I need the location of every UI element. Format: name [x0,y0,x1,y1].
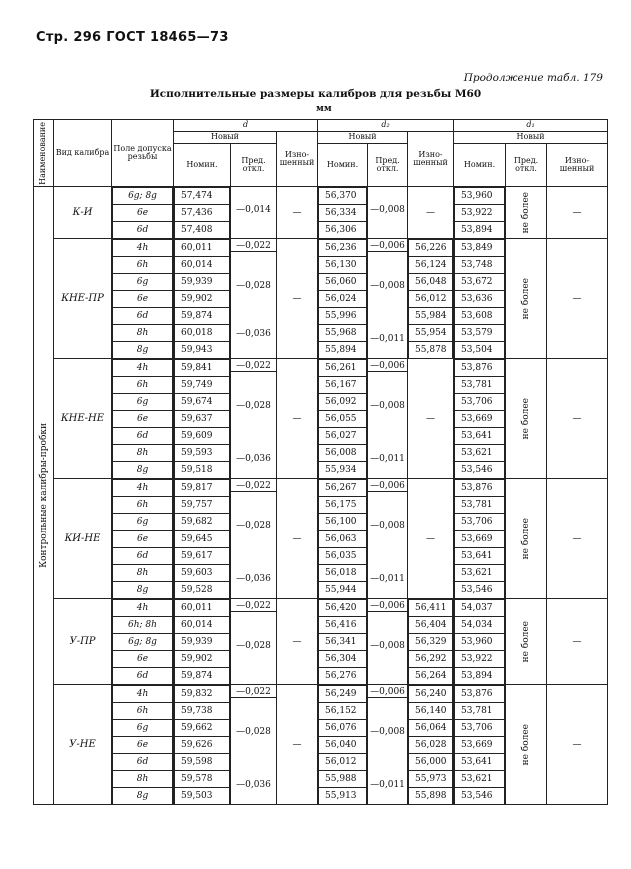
d1-deviation [506,187,547,239]
d2-nominal-value: 56,060 [319,274,367,291]
d2-deviation-value: —0,006 [368,601,407,612]
col-d1-nomin: Номин. [454,144,506,187]
d-deviation-value: —0,022 [231,601,276,612]
d-nominal-value: 59,757 [175,497,230,514]
d1-nominal-value: 53,641 [455,428,505,445]
d-nominal [174,685,231,805]
d-nominal-value: 59,662 [175,720,230,737]
d1-nominal-value: 53,641 [455,754,505,771]
d1-nominal-value: 53,894 [455,222,505,239]
d2-worn-value: 56,226 [409,240,453,257]
d2-nominal-value: 56,063 [319,531,367,548]
d1-deviation [506,359,547,479]
d2-nominal-value: 56,055 [319,411,367,428]
d2-nominal-value: 56,261 [319,360,367,377]
not-more-label: не более [521,620,532,663]
d1-worn: — [547,187,608,239]
d2-nominal-value: 56,167 [319,377,367,394]
tolerance-field-value: 4h [113,686,173,703]
d-nominal-value: 59,902 [175,291,230,308]
d2-worn [408,239,454,359]
tolerance-field-value: 6d [113,308,173,325]
d-deviation-value: —0,014 [236,205,271,215]
d-deviation [231,479,277,599]
gauge-kind: К-И [54,187,112,239]
d-nominal-value: 60,011 [175,600,230,617]
tolerance-field-value: 6h [113,377,173,394]
d-deviation-value: —0,022 [231,481,276,492]
tolerance-field-value: 4h [113,360,173,377]
d1-nominal-value: 53,876 [455,686,505,703]
d1-deviation [506,479,547,599]
tolerance-field-value: 8g [113,788,173,805]
tolerance-field-value: 6h; 8h [113,617,173,634]
d1-nominal-value: 53,706 [455,720,505,737]
d2-worn-value: 55,878 [409,342,453,359]
d1-nominal [454,239,506,359]
d-nominal-value: 57,408 [175,222,230,239]
gauge-kind: КНЕ-НЕ [54,359,112,479]
d2-nominal-value: 56,008 [319,445,367,462]
table-continuation: Продолжение табл. 179 [463,72,603,84]
d2-deviation-value: —0,008 [370,727,405,737]
d1-nominal-value: 53,960 [455,188,505,205]
d1-nominal-value: 53,748 [455,257,505,274]
d2-nominal-value: 56,076 [319,720,367,737]
d2-deviation-value: —0,008 [370,281,405,291]
not-more-label: не более [521,723,532,766]
d2-worn [408,685,454,805]
d2-deviation-value: —0,006 [368,687,407,698]
d-nominal-value: 59,674 [175,394,230,411]
d2-nominal-value: 56,130 [319,257,367,274]
d-deviation-value: —0,028 [236,521,271,531]
tolerance-field-value: 6g [113,274,173,291]
d-deviation-value: —0,022 [231,241,276,252]
d2-nominal-value: 56,236 [319,240,367,257]
d1-worn: — [547,685,608,805]
tolerance-field-value: 4h [113,240,173,257]
d2-deviation-value: —0,006 [368,241,407,252]
d2-nominal-value: 55,996 [319,308,367,325]
d1-worn: — [547,239,608,359]
d-deviation-value: —0,028 [236,281,271,291]
gauge-kind: КИ-НЕ [54,479,112,599]
col-naim: Наименование [34,120,54,187]
d-deviation [231,685,277,805]
col-d-novyi: Новый [174,132,277,144]
d2-nominal [318,599,368,685]
d2-nominal-value: 56,100 [319,514,367,531]
gauge-kind: КНЕ-ПР [54,239,112,359]
d-nominal-value: 57,436 [175,205,230,222]
tolerance-field [112,239,174,359]
d-nominal-value: 59,609 [175,428,230,445]
d2-nominal-value: 56,341 [319,634,367,651]
tolerance-field-value: 6g [113,720,173,737]
d1-nominal-value: 53,504 [455,342,505,359]
tolerance-field-value: 6e [113,651,173,668]
d-nominal-value: 60,011 [175,240,230,257]
d1-nominal-value: 53,546 [455,462,505,479]
col-d2-nomin: Номин. [318,144,368,187]
d2-deviation-value: —0,008 [370,401,405,411]
d-nominal-value: 59,749 [175,377,230,394]
d-deviation [231,359,277,479]
d-deviation [231,239,277,359]
d-nominal [174,479,231,599]
tolerance-field-value: 6d [113,668,173,685]
d-nominal-value: 60,014 [175,257,230,274]
tolerance-field-value: 8h [113,771,173,788]
table-row [34,599,608,685]
d-deviation-value: —0,036 [236,573,271,584]
d2-worn: — [408,359,454,479]
tolerance-field-value: 6g [113,394,173,411]
col-d1: d₁ [454,120,608,132]
tolerance-field [112,359,174,479]
d2-nominal-value: 55,934 [319,462,367,479]
d1-nominal-value: 53,669 [455,737,505,754]
tolerance-field-value: 8h [113,325,173,342]
d2-nominal-value: 55,988 [319,771,367,788]
col-d2-izno: Изно- шенный [408,132,454,187]
unit-label: мм [316,104,332,114]
tolerance-field-value: 8h [113,565,173,582]
d2-nominal [318,239,368,359]
d2-worn-value: 56,140 [409,703,453,720]
tolerance-field [112,599,174,685]
d2-deviation [368,187,408,239]
col-d1-pred: Пред. откл. [506,144,547,187]
gauge-kind: У-НЕ [54,685,112,805]
tolerance-field-value: 6d [113,548,173,565]
d-nominal-value: 59,738 [175,703,230,720]
d-nominal-value: 59,817 [175,480,230,497]
gauge-table [33,119,608,805]
col-vid: Вид калибра [54,120,112,187]
d1-nominal-value: 53,781 [455,703,505,720]
d2-worn-value: 56,329 [409,634,453,651]
d2-nominal-value: 56,027 [319,428,367,445]
d2-nominal-value: 56,420 [319,600,367,617]
d-deviation-value: —0,028 [236,401,271,411]
tolerance-field-value: 8g [113,582,173,599]
d2-nominal-value: 55,944 [319,582,367,599]
tolerance-field-value: 6g [113,514,173,531]
d2-deviation-value: —0,011 [370,573,405,584]
d1-nominal-value: 53,669 [455,411,505,428]
d2-nominal-value: 56,249 [319,686,367,703]
d2-deviation [368,239,408,359]
d2-worn-value: 55,973 [409,771,453,788]
d1-nominal-value: 54,034 [455,617,505,634]
d2-nominal-value: 56,040 [319,737,367,754]
page-header: Стр. 296 ГОСТ 18465—73 [36,30,229,45]
d2-nominal [318,685,368,805]
table-row [34,187,608,239]
d2-worn: — [408,187,454,239]
d2-nominal-value: 56,092 [319,394,367,411]
d1-nominal-value: 53,608 [455,308,505,325]
tolerance-field-value: 6g; 8g [113,634,173,651]
col-d2: d₂ [318,120,454,132]
d-worn: — [277,187,318,239]
d1-nominal-value: 53,621 [455,565,505,582]
d2-worn-value: 56,292 [409,651,453,668]
d2-nominal-value: 56,306 [319,222,367,239]
d1-nominal-value: 53,621 [455,771,505,788]
d-deviation-value: —0,036 [236,329,271,339]
tolerance-field-value: 6h [113,497,173,514]
d-nominal-value: 59,593 [175,445,230,462]
d1-deviation [506,239,547,359]
d2-nominal-value: 55,968 [319,325,367,342]
d1-nominal-value: 54,037 [455,600,505,617]
d1-nominal [454,599,506,685]
d2-worn-value: 56,000 [409,754,453,771]
col-d2-pred: Пред. откл. [368,144,408,187]
not-more-label: не более [521,277,532,320]
d1-nominal-value: 53,641 [455,548,505,565]
d-worn: — [277,359,318,479]
not-more-label: не более [521,191,532,234]
d2-nominal-value: 56,304 [319,651,367,668]
d-nominal-value: 59,518 [175,462,230,479]
category-label: Контрольные калибры-пробки [38,423,49,568]
tolerance-field-value: 6h [113,703,173,720]
tolerance-field-value: 8g [113,342,173,359]
d-nominal-value: 59,832 [175,686,230,703]
d2-worn-value: 56,240 [409,686,453,703]
d-nominal [174,599,231,685]
d2-deviation-value: —0,008 [370,641,405,651]
d2-worn-value: 56,404 [409,617,453,634]
d2-nominal-value: 55,894 [319,342,367,359]
d-nominal-value: 59,939 [175,274,230,291]
gauge-kind: У-ПР [54,599,112,685]
d1-nominal-value: 53,960 [455,634,505,651]
d1-nominal-value: 53,849 [455,240,505,257]
d-deviation [231,187,277,239]
not-more-label: не более [521,397,532,440]
d2-deviation-value: —0,006 [368,481,407,492]
d2-nominal-value: 56,334 [319,205,367,222]
d1-nominal-value: 53,546 [455,788,505,805]
d2-nominal-value: 55,913 [319,788,367,805]
d-nominal-value: 59,617 [175,548,230,565]
tolerance-field-value: 6d [113,222,173,239]
not-more-label: не более [521,517,532,560]
d1-deviation [506,685,547,805]
col-d-izno: Изно- шенный [277,132,318,187]
tolerance-field-value: 6e [113,531,173,548]
d-deviation-value: —0,022 [231,687,276,698]
d2-deviation-value: —0,008 [370,205,405,215]
d2-nominal-value: 56,175 [319,497,367,514]
d-nominal [174,359,231,479]
d-nominal-value: 59,578 [175,771,230,788]
d2-deviation [368,359,408,479]
table-body [34,187,608,805]
d2-nominal-value: 56,018 [319,565,367,582]
tolerance-field-value: 6d [113,428,173,445]
d-deviation [231,599,277,685]
d2-nominal-value: 56,024 [319,291,367,308]
d1-nominal [454,685,506,805]
d-deviation-value: —0,028 [236,641,271,651]
category-cell [34,187,54,805]
d-worn: — [277,239,318,359]
tolerance-field-value: 6e [113,291,173,308]
tolerance-field [112,479,174,599]
d2-worn-value: 55,898 [409,788,453,805]
d-deviation-value: —0,036 [236,453,271,464]
d2-nominal [318,479,368,599]
d-nominal [174,187,231,239]
d1-deviation [506,599,547,685]
d2-nominal-value: 56,267 [319,480,367,497]
tolerance-field [112,187,174,239]
d2-worn-value: 56,064 [409,720,453,737]
d-worn: — [277,685,318,805]
d1-worn: — [547,599,608,685]
d1-nominal-value: 53,669 [455,531,505,548]
tolerance-field-value: 8g [113,462,173,479]
d1-nominal-value: 53,672 [455,274,505,291]
d-nominal-value: 59,528 [175,582,230,599]
tolerance-field-value: 6d [113,754,173,771]
table-row [34,479,608,599]
d-nominal-value: 59,874 [175,668,230,685]
d2-deviation [368,685,408,805]
d2-nominal-value: 56,416 [319,617,367,634]
d1-nominal-value: 53,781 [455,497,505,514]
col-d1-izno: Изно- шенный [547,144,608,187]
d-nominal-value: 59,902 [175,651,230,668]
d1-nominal-value: 53,922 [455,651,505,668]
tolerance-field-value: 4h [113,600,173,617]
d1-nominal-value: 53,876 [455,360,505,377]
col-d: d [174,120,318,132]
d-nominal-value: 59,603 [175,565,230,582]
d2-worn-value: 56,124 [409,257,453,274]
tolerance-field [112,685,174,805]
tolerance-field-value: 6e [113,737,173,754]
col-d2-novyi: Новый [318,132,408,144]
d2-deviation-value: —0,011 [370,333,405,344]
d1-nominal-value: 53,636 [455,291,505,308]
d2-worn-value: 56,264 [409,668,453,685]
d2-nominal-value: 56,035 [319,548,367,565]
d-nominal-value: 60,014 [175,617,230,634]
d2-worn-value: 56,028 [409,737,453,754]
d1-nominal-value: 53,579 [455,325,505,342]
d1-nominal-value: 53,876 [455,480,505,497]
d-nominal-value: 59,503 [175,788,230,805]
col-pole: Поле допуска резьбы [112,120,174,187]
d-worn: — [277,599,318,685]
d2-nominal-value: 56,012 [319,754,367,771]
d-deviation-value: —0,028 [236,727,271,737]
tolerance-field-value: 8h [113,445,173,462]
table-title: Исполнительные размеры калибров для резьбы М60 [149,88,482,100]
table-row [34,239,608,359]
d1-nominal [454,359,506,479]
d-nominal-value: 59,598 [175,754,230,771]
d2-deviation [368,599,408,685]
col-d1-novyi: Новый [454,132,608,144]
tolerance-field-value: 6h [113,257,173,274]
col-d-pred: Пред. откл. [231,144,277,187]
d-nominal-value: 59,841 [175,360,230,377]
d-nominal-value: 59,645 [175,531,230,548]
d1-nominal-value: 53,894 [455,668,505,685]
d-nominal [174,239,231,359]
d2-worn-value: 56,048 [409,274,453,291]
d2-deviation-value: —0,011 [370,453,405,464]
d1-nominal-value: 53,706 [455,394,505,411]
d2-worn [408,599,454,685]
d-deviation-value: —0,036 [236,779,271,790]
d2-nominal [318,359,368,479]
d-worn: — [277,479,318,599]
d2-deviation [368,479,408,599]
d1-nominal [454,187,506,239]
d1-nominal-value: 53,706 [455,514,505,531]
d1-nominal [454,479,506,599]
d2-nominal-value: 56,276 [319,668,367,685]
table-row [34,359,608,479]
d2-worn-value: 55,954 [409,325,453,342]
d1-nominal-value: 53,922 [455,205,505,222]
tolerance-field-value: 6g; 8g [113,188,173,205]
d-nominal-value: 59,637 [175,411,230,428]
d2-nominal [318,187,368,239]
d-deviation-value: —0,022 [231,361,276,372]
d-nominal-value: 59,943 [175,342,230,359]
tolerance-field-value: 6e [113,411,173,428]
d2-worn-value: 56,012 [409,291,453,308]
d2-deviation-value: —0,006 [368,361,407,372]
d1-nominal-value: 53,546 [455,582,505,599]
d2-worn-value: 55,984 [409,308,453,325]
d-nominal-value: 59,874 [175,308,230,325]
tolerance-field-value: 4h [113,480,173,497]
d1-nominal-value: 53,621 [455,445,505,462]
d1-worn: — [547,479,608,599]
col-d-nomin: Номин. [174,144,231,187]
d-nominal-value: 57,474 [175,188,230,205]
tolerance-field-value: 6e [113,205,173,222]
d2-worn-value: 56,411 [409,600,453,617]
d1-worn: — [547,359,608,479]
d-nominal-value: 59,626 [175,737,230,754]
d2-nominal-value: 56,370 [319,188,367,205]
d2-nominal-value: 56,152 [319,703,367,720]
d-nominal-value: 59,682 [175,514,230,531]
d1-nominal-value: 53,781 [455,377,505,394]
d2-deviation-value: —0,011 [370,779,405,790]
d2-worn: — [408,479,454,599]
d-nominal-value: 60,018 [175,325,230,342]
table-row [34,685,608,805]
d2-deviation-value: —0,008 [370,521,405,531]
d-nominal-value: 59,939 [175,634,230,651]
